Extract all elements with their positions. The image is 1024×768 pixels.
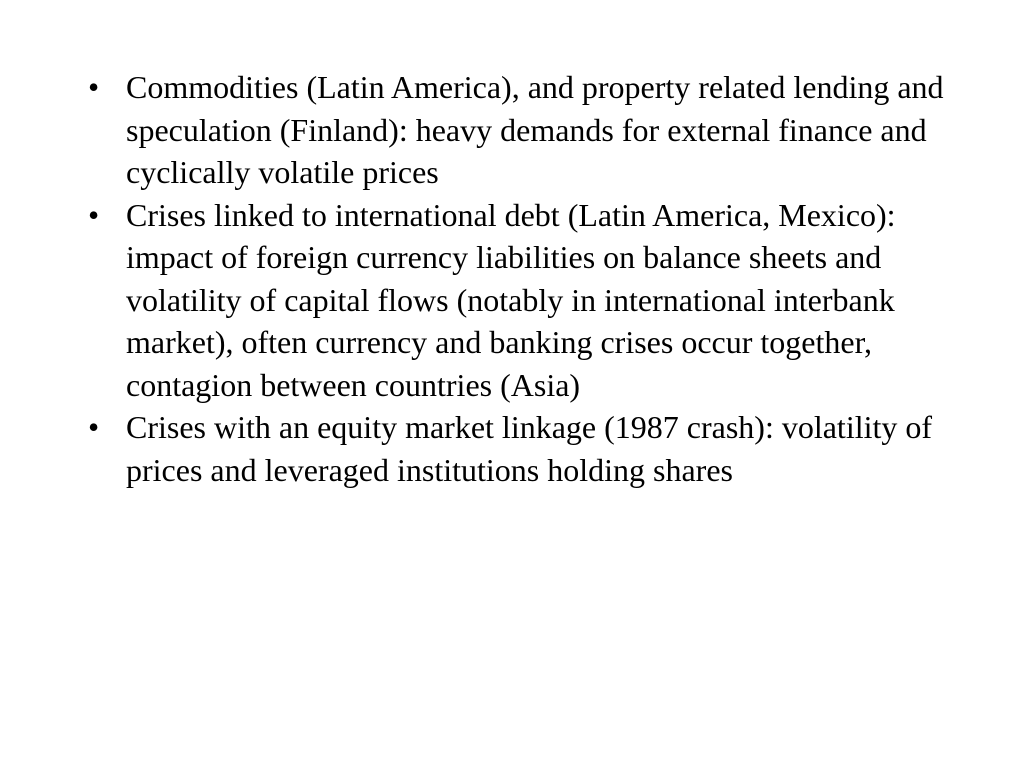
bullet-mark: •	[88, 409, 100, 445]
bullet-text: Crises linked to international debt (Latin America, Mexico): impact of foreign currency liabilities on balance sheets and volatility of capital flows (notably in international interbank market), often currency and banking crises occur together, contagion between countries (Asia)	[126, 196, 896, 403]
bullet-mark: •	[88, 196, 100, 233]
bullet-text: Commodities (Latin America), and property related lending and speculation (Finland): heavy demands for external finance and cyclically volatile prices	[126, 69, 944, 190]
bullet-item-commodities	[88, 66, 948, 194]
bullet-list	[88, 66, 948, 491]
bullet-item-equity-market	[88, 406, 948, 491]
bullet-item-international-debt	[88, 194, 948, 407]
bullet-text: Crises with an equity market linkage (1987 crash): volatility of prices and leveraged institutions holding shares	[126, 409, 933, 488]
bullet-mark: •	[88, 69, 100, 105]
